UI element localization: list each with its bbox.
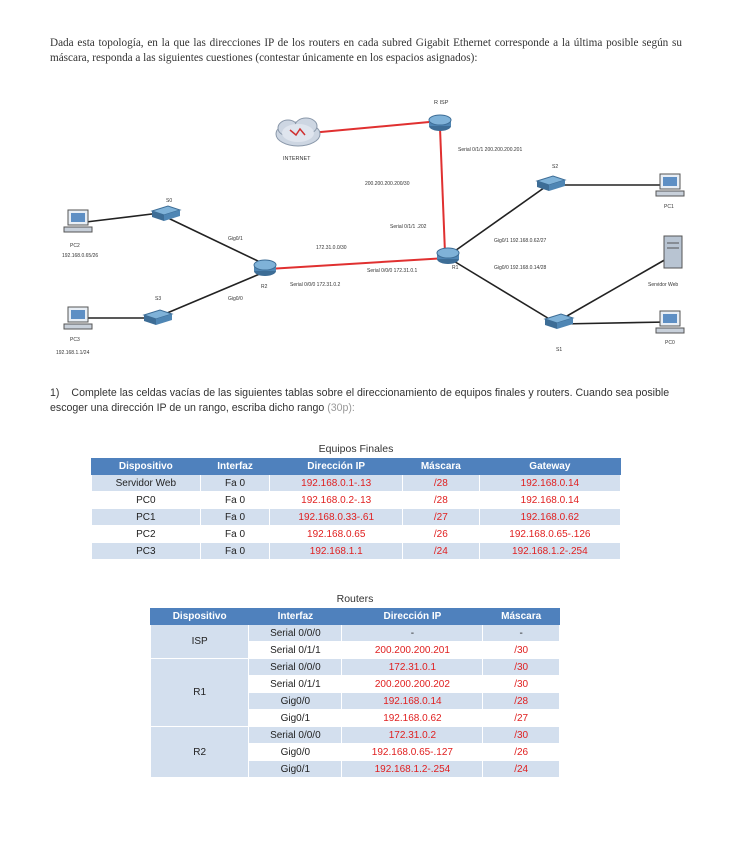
r2-gig01-label: Gig0/1 [228, 236, 243, 242]
device-cell: R1 [151, 659, 249, 727]
table-cell: PC3 [92, 543, 201, 560]
table1-caption: Equipos Finales [318, 443, 394, 455]
s1-label: S1 [556, 347, 563, 353]
table-cell: PC2 [92, 526, 201, 543]
table-cell: 192.168.0.65 [270, 526, 403, 543]
table-row [92, 543, 621, 560]
switch-s1-icon [545, 314, 573, 329]
web-server-icon [664, 236, 682, 268]
internet-cloud-icon [276, 118, 320, 146]
s2-label: S2 [552, 164, 559, 170]
table2-header: Dirección IP [342, 609, 483, 625]
wan-net-label: 200.200.200.200/30 [365, 181, 410, 187]
device-cell: R2 [151, 727, 249, 778]
link-s0-pc2 [86, 213, 160, 222]
pc2-ip-label: 192.168.0.65/26 [62, 253, 99, 259]
table-cell: Gig0/0 [249, 744, 342, 761]
table-row [151, 625, 560, 642]
pc2-label: PC2 [70, 243, 80, 249]
r1-serial011-label: Serial 0/1/1 .202 [390, 224, 427, 230]
question-number: 1) [50, 387, 60, 399]
table-cell: - [342, 625, 483, 642]
question-text: Complete las celdas vacías de las siguientes tablas sobre el direccionamiento de equipos finales y routers. Cuando sea posible escoger una dirección IP de un rango, escriba dicho rango [50, 387, 670, 414]
table-row [92, 526, 621, 543]
table-cell: 192.168.0.33-.61 [270, 509, 403, 526]
table2-header: Interfaz [249, 609, 342, 625]
table1-header: Gateway [479, 459, 620, 475]
table2-header: Dispositivo [151, 609, 249, 625]
r1-gig00-label: Gig0/0 192.168.0.14/28 [494, 265, 547, 271]
switch-s0-icon [152, 206, 180, 221]
r1-serial000-label: Serial 0/0/0 172.31.0.1 [367, 268, 418, 274]
r1-gig01-label: Gig0/1 192.168.0.62/27 [494, 238, 547, 244]
isp-serial-label: Serial 0/1/1 200.200.200.201 [458, 147, 523, 153]
r2-gig00-label: Gig0/0 [228, 296, 243, 302]
switch-s2-icon [537, 176, 565, 191]
web-server-label: Servidor Web [648, 282, 679, 288]
table-cell: /27 [402, 509, 479, 526]
table-cell: 192.168.1.2-.254 [342, 761, 483, 778]
intro-paragraph: Dada esta topología, en la que las direcciones IP de los routers en cada subred Gigabit Ethernet corresponde a la última posible según su máscara, responda a las siguientes cuestiones (contestar únicamente en los espacios asignados): [50, 37, 682, 64]
table-cell: /30 [483, 659, 560, 676]
table-cell: /30 [483, 642, 560, 659]
table-row [151, 727, 560, 744]
table-cell: /30 [483, 727, 560, 744]
table-cell: PC1 [92, 509, 201, 526]
table1-header: Máscara [402, 459, 479, 475]
link-s1-pc0 [560, 322, 668, 324]
table-cell: 192.168.0.14 [479, 492, 620, 509]
table-cell: Gig0/1 [249, 761, 342, 778]
question-points: (30p): [327, 402, 355, 414]
link-s1-web [560, 258, 668, 320]
pc0-icon [656, 311, 684, 333]
pc2-icon [64, 210, 92, 232]
table-cell: - [483, 625, 560, 642]
question-1 [50, 386, 690, 416]
table-cell: 192.168.0.14 [342, 693, 483, 710]
table1-header: Dirección IP [270, 459, 403, 475]
link-isp-r1 [440, 128, 445, 253]
pc3-ip-label: 192.168.1.1/24 [56, 350, 90, 356]
pc0-label: PC0 [665, 340, 675, 346]
table-row [92, 509, 621, 526]
routers-table [150, 608, 560, 778]
table-cell: 172.31.0.2 [342, 727, 483, 744]
router-isp-icon [429, 115, 451, 131]
link-r2-s0 [168, 218, 262, 263]
table-cell: Gig0/0 [249, 693, 342, 710]
table-cell: 192.168.0.2-.13 [270, 492, 403, 509]
table-cell: 192.168.1.1 [270, 543, 403, 560]
end-devices-table [91, 458, 621, 560]
table-cell: Fa 0 [200, 526, 270, 543]
table-row [151, 659, 560, 676]
table-cell: Gig0/1 [249, 710, 342, 727]
network-topology-diagram [0, 88, 729, 378]
table-cell: Serial 0/1/1 [249, 676, 342, 693]
table-cell: /28 [483, 693, 560, 710]
table-cell: Fa 0 [200, 475, 270, 492]
table-cell: 172.31.0.1 [342, 659, 483, 676]
table-cell: 192.168.0.65-.126 [479, 526, 620, 543]
table2-caption: Routers [336, 593, 374, 605]
pc1-icon [656, 174, 684, 196]
table-cell: Serial 0/0/0 [249, 625, 342, 642]
table-cell: /28 [402, 492, 479, 509]
table-cell: 192.168.0.62 [342, 710, 483, 727]
table-cell: Fa 0 [200, 543, 270, 560]
table-cell: 192.168.0.62 [479, 509, 620, 526]
r2-serial000-label: Serial 0/0/0 172.31.0.2 [290, 282, 341, 288]
table-cell: Serial 0/1/1 [249, 642, 342, 659]
table-cell: /28 [402, 475, 479, 492]
table1-header: Interfaz [200, 459, 270, 475]
r2-label: R2 [261, 284, 268, 290]
table-cell: /30 [483, 676, 560, 693]
link-r2-s3 [160, 273, 262, 316]
table-cell: PC0 [92, 492, 201, 509]
table-cell: /26 [402, 526, 479, 543]
table-row [92, 492, 621, 509]
router-r1-icon [437, 248, 459, 264]
router-r2-icon [254, 260, 276, 276]
table-cell: /24 [483, 761, 560, 778]
table-row [92, 475, 621, 492]
internet-label: INTERNET [283, 156, 311, 162]
link-r1-r2 [268, 258, 447, 269]
table2-header: Máscara [483, 609, 560, 625]
table-cell: 200.200.200.201 [342, 642, 483, 659]
table-cell: /26 [483, 744, 560, 761]
table-cell: Fa 0 [200, 492, 270, 509]
r1-label: R1 [452, 265, 459, 271]
table-cell: 192.168.0.65-.127 [342, 744, 483, 761]
s0-label: S0 [166, 198, 173, 204]
link-internet-isp [310, 121, 440, 133]
table-cell: 192.168.0.1-.13 [270, 475, 403, 492]
pc3-label: PC3 [70, 337, 80, 343]
device-cell: ISP [151, 625, 249, 659]
table-cell: /27 [483, 710, 560, 727]
table1-header: Dispositivo [92, 459, 201, 475]
table-cell: Fa 0 [200, 509, 270, 526]
table-cell: Servidor Web [92, 475, 201, 492]
pc3-icon [64, 307, 92, 329]
table-cell: 200.200.200.202 [342, 676, 483, 693]
table-cell: /24 [402, 543, 479, 560]
pc1-label: PC1 [664, 204, 674, 210]
s3-label: S3 [155, 296, 162, 302]
table-cell: Serial 0/0/0 [249, 659, 342, 676]
isp-label: R ISP [434, 100, 449, 106]
table-cell: 192.168.0.14 [479, 475, 620, 492]
table-cell: Serial 0/0/0 [249, 727, 342, 744]
table-cell: 192.168.1.2-.254 [479, 543, 620, 560]
link-net-label: 172.31.0.0/30 [316, 245, 347, 251]
switch-s3-icon [144, 310, 172, 325]
